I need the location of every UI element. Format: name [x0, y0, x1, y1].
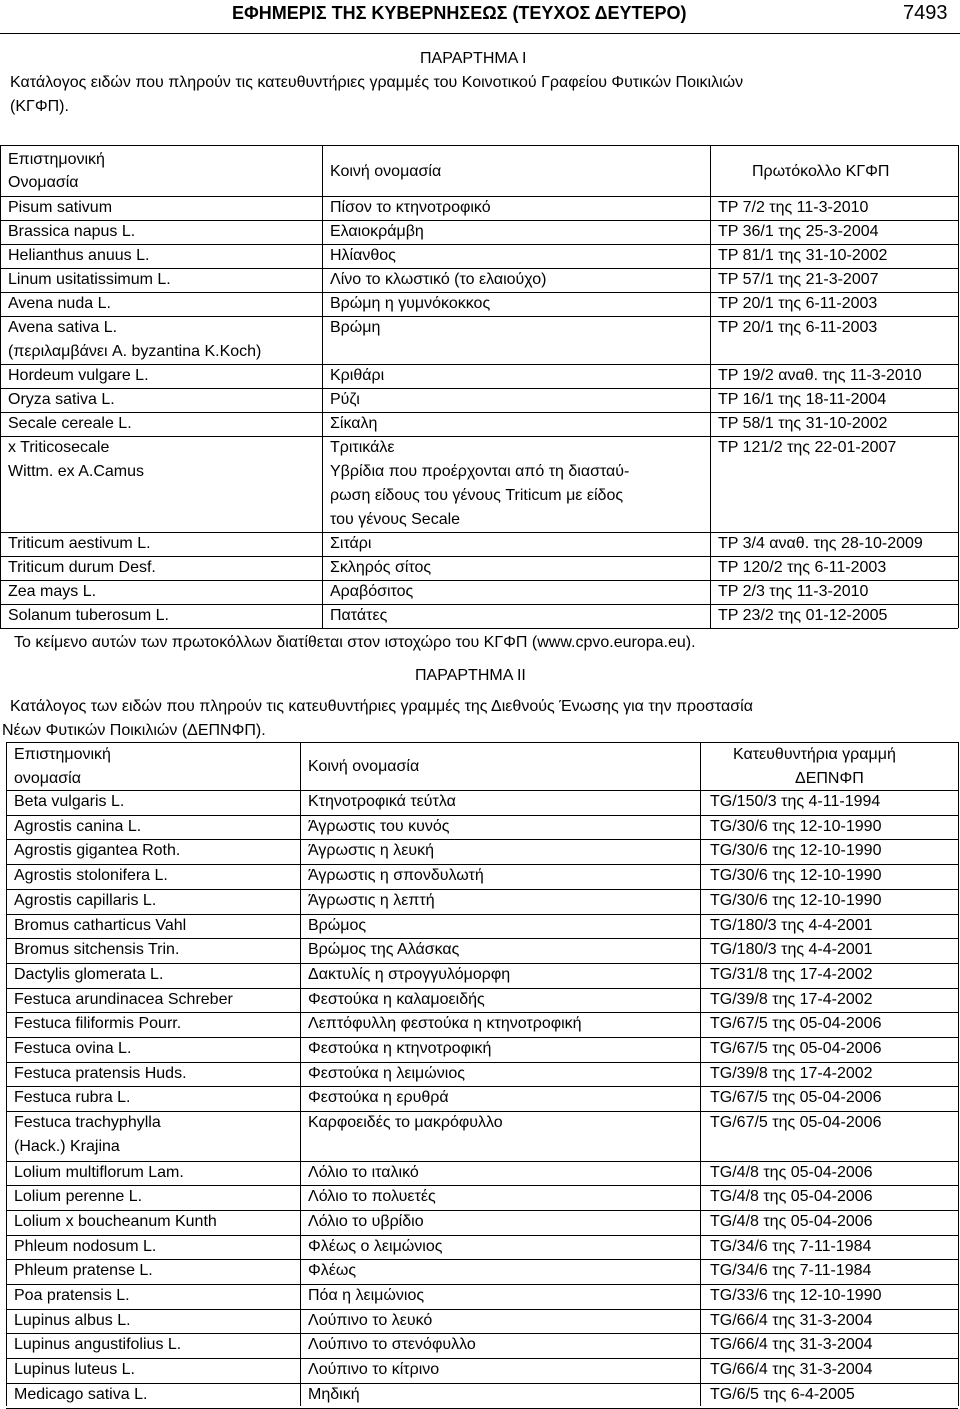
scientific-name-line: Solanum tuberosum L.	[8, 607, 169, 624]
scientific-name-line: Medicago sativa L.	[14, 1385, 148, 1403]
scientific-name-cell	[8, 292, 111, 316]
common-name-line: ρωση είδους του γένους Triticum με είδος	[330, 487, 624, 504]
scientific-name-cell	[14, 1235, 156, 1259]
annex1-header-protocol: Πρωτόκολλο ΚΓΦΠ	[752, 163, 890, 180]
scientific-name-cell	[8, 316, 261, 364]
common-name-line: Φεστούκα η καλαμοειδής	[308, 990, 485, 1008]
common-name-cell	[308, 1235, 442, 1259]
scientific-name-cell	[14, 1383, 147, 1407]
common-name-cell	[330, 556, 431, 580]
protocol-cell	[710, 914, 873, 938]
scientific-name-cell	[8, 436, 144, 484]
annex1-header-scientific-l1: Επιστημονική	[8, 151, 105, 168]
scientific-name-line: Agrostis stolonifera L.	[14, 867, 168, 885]
scientific-name-line: Bromus catharticus Vahl	[14, 916, 187, 934]
annex1-title: ΠΑΡΑΡΤΗΜΑ I	[420, 50, 527, 67]
table-rule	[6, 1408, 958, 1409]
protocol-cell	[710, 1284, 881, 1308]
scientific-name-line: Dactylis glomerata L.	[14, 965, 164, 983]
common-name-cell	[330, 196, 491, 220]
scientific-name-line: (Hack.) Krajina	[14, 1138, 120, 1156]
common-name-line: Λόλιο το πολυετές	[308, 1188, 436, 1206]
common-name-cell	[308, 1333, 476, 1357]
protocol-cell	[718, 364, 922, 388]
scientific-name-cell	[14, 864, 168, 888]
scientific-name-cell	[8, 196, 112, 220]
common-name-cell	[330, 268, 546, 292]
protocol-line: TG/66/4 της 31-3-2004	[710, 1361, 873, 1379]
common-name-cell	[308, 1111, 503, 1135]
protocol-cell	[710, 988, 873, 1012]
common-name-cell	[308, 1284, 424, 1308]
scientific-name-cell	[14, 815, 141, 839]
protocol-cell	[710, 1086, 881, 1110]
scientific-name-cell	[14, 1333, 181, 1357]
scientific-name-cell	[14, 1259, 153, 1283]
protocol-line: TG/30/6 της 12-10-1990	[710, 891, 882, 909]
common-name-line: Λούπινο το κίτρινο	[308, 1361, 440, 1379]
common-name-cell	[330, 436, 629, 532]
common-name-line: Λούπινο το στενόφυλλο	[308, 1336, 476, 1354]
common-name-cell	[308, 1037, 491, 1061]
common-name-cell	[308, 1062, 465, 1086]
scientific-name-cell	[14, 1210, 217, 1234]
protocol-cell	[718, 244, 887, 268]
common-name-cell	[308, 839, 434, 863]
protocol-line: TG/34/6 της 7-11-1984	[710, 1262, 872, 1280]
common-name-line: Αραβόσιτος	[330, 583, 414, 600]
protocol-line: TG/34/6 της 7-11-1984	[710, 1237, 872, 1255]
protocol-cell	[718, 220, 879, 244]
table-column-rule	[958, 742, 959, 1406]
scientific-name-cell	[8, 556, 156, 580]
protocol-line: TG/180/3 της 4-4-2001	[710, 916, 873, 934]
protocol-line: TG/67/5 της 05-04-2006	[710, 1015, 882, 1033]
common-name-cell	[308, 1309, 432, 1333]
protocol-cell	[710, 839, 881, 863]
scientific-name-cell	[14, 914, 186, 938]
common-name-cell	[330, 412, 377, 436]
protocol-cell	[710, 1309, 873, 1333]
scientific-name-line: Brassica napus L.	[8, 223, 136, 240]
protocol-line: TG/31/8 της 17-4-2002	[710, 965, 873, 983]
common-name-line: Κτηνοτροφικά τεύτλα	[308, 793, 456, 810]
protocol-cell	[718, 436, 896, 460]
annex1-header-scientific-l2: Ονομασία	[8, 174, 79, 191]
protocol-line: TG/39/8 της 17-4-2002	[710, 990, 873, 1008]
common-name-cell	[330, 532, 371, 556]
common-name-cell	[308, 988, 485, 1012]
annex2-intro-line2: Νέων Φυτικών Ποικιλιών (ΔΕΠΝΦΠ).	[2, 722, 266, 739]
scientific-name-line: Helianthus anuus L.	[8, 247, 150, 264]
common-name-line: Πόα η λειμώνιος	[308, 1287, 425, 1304]
protocol-cell	[718, 532, 923, 556]
protocol-line: TP 19/2 αναθ. της 11-3-2010	[718, 367, 922, 384]
protocol-cell	[710, 938, 873, 962]
protocol-line: TG/39/8 της 17-4-2002	[710, 1064, 873, 1082]
scientific-name-line: Festuca trachyphylla	[14, 1114, 161, 1132]
scientific-name-cell	[14, 938, 179, 962]
common-name-line: Λόλιο το ιταλικό	[308, 1163, 419, 1181]
protocol-cell	[710, 1383, 855, 1407]
scientific-name-line: Lupinus angustifolius L.	[14, 1336, 182, 1354]
annex2-header-guideline-l1: Κατευθυντήρια γραμμή	[733, 746, 896, 763]
protocol-cell	[718, 604, 887, 628]
annex1-footnote: Το κείμενο αυτών των πρωτοκόλλων διατίθεται στον ιστοχώρο του ΚΓΦΠ (www.cpvo.europa.eu).	[14, 634, 696, 651]
protocol-cell	[718, 556, 886, 580]
protocol-line: TP 57/1 της 21-3-2007	[718, 271, 879, 288]
scientific-name-cell	[14, 1284, 130, 1308]
protocol-cell	[710, 790, 880, 814]
common-name-cell	[308, 914, 366, 938]
scientific-name-line: Avena sativa L.	[8, 319, 118, 336]
scientific-name-line: Bromus sitchensis Trin.	[14, 941, 180, 959]
protocol-line: TP 58/1 της 31-10-2002	[718, 415, 888, 432]
protocol-line: TG/30/6 της 12-10-1990	[710, 842, 882, 860]
common-name-cell	[330, 580, 413, 604]
protocol-line: TG/4/8 της 05-04-2006	[710, 1212, 873, 1230]
common-name-line: Άγρωστις του κυνός	[308, 817, 450, 835]
protocol-line: TG/180/3 της 4-4-2001	[710, 941, 873, 959]
protocol-cell	[710, 1161, 873, 1185]
common-name-line: Βρώμη η γυμνόκοκκος	[330, 295, 491, 312]
scientific-name-cell	[8, 220, 135, 244]
scientific-name-cell	[14, 963, 163, 987]
table-column-rule	[6, 742, 7, 1406]
protocol-cell	[718, 292, 877, 316]
protocol-cell	[710, 815, 881, 839]
protocol-line: TP 16/1 της 18-11-2004	[718, 391, 887, 408]
scientific-name-cell	[8, 580, 96, 604]
common-name-cell	[308, 790, 456, 814]
annex2-title: ΠΑΡΑΡΤΗΜΑ II	[415, 667, 526, 684]
protocol-cell	[718, 412, 887, 436]
protocol-cell	[718, 196, 868, 220]
scientific-name-line: Festuca ovina L.	[14, 1040, 132, 1057]
scientific-name-line: Festuca arundinacea Schreber	[14, 990, 233, 1008]
common-name-cell	[308, 864, 484, 888]
scientific-name-cell	[14, 1111, 161, 1159]
common-name-line: Καρφοειδές το μακρόφυλλο	[308, 1114, 503, 1132]
protocol-cell	[710, 864, 881, 888]
common-name-line: Βρώμος	[308, 916, 367, 934]
protocol-cell	[710, 1358, 873, 1382]
common-name-line: Ρύζι	[330, 391, 360, 408]
common-name-cell	[308, 1012, 582, 1036]
protocol-line: TP 36/1 της 25-3-2004	[718, 223, 879, 240]
protocol-cell	[710, 1012, 881, 1036]
scientific-name-line: Lolium multiflorum Lam.	[14, 1163, 184, 1181]
scientific-name-cell	[14, 1086, 131, 1110]
common-name-cell	[308, 1259, 356, 1283]
scientific-name-line: Agrostis canina L.	[14, 817, 142, 835]
scientific-name-cell	[8, 532, 151, 556]
common-name-line: Βρώμος της Αλάσκας	[308, 941, 460, 959]
table-column-rule	[958, 145, 959, 628]
protocol-cell	[710, 1185, 873, 1209]
common-name-line: Λούπινο το λευκό	[308, 1311, 433, 1329]
scientific-name-cell	[14, 1358, 135, 1382]
scientific-name-line: Wittm. ex A.Camus	[8, 463, 145, 480]
common-name-line: Κριθάρι	[330, 367, 385, 384]
common-name-cell	[330, 292, 490, 316]
common-name-line: Δακτυλίς η στρογγυλόμορφη	[308, 965, 511, 983]
common-name-cell	[330, 220, 424, 244]
common-name-line: Λόλιο το υβρίδιο	[308, 1212, 424, 1230]
protocol-line: TP 20/1 της 6-11-2003	[718, 319, 878, 336]
protocol-cell	[710, 1111, 881, 1135]
common-name-cell	[308, 815, 449, 839]
scientific-name-line: Pisum sativum	[8, 199, 113, 216]
protocol-line: TP 2/3 της 11-3-2010	[718, 583, 869, 600]
protocol-cell	[710, 1259, 871, 1283]
scientific-name-cell	[8, 388, 115, 412]
scientific-name-cell	[14, 790, 124, 814]
protocol-line: TG/66/4 της 31-3-2004	[710, 1311, 873, 1329]
scientific-name-line: Agrostis gigantea Roth.	[14, 842, 181, 860]
common-name-line: Άγρωστις η λεπτή	[308, 891, 435, 909]
common-name-line: Άγρωστις η λευκή	[308, 842, 435, 860]
scientific-name-cell	[8, 604, 169, 628]
annex2-intro-line1: Κατάλογος των ειδών που πληρούν τις κατευθυντήριες γραμμές της Διεθνούς Ένωσης για την προστασία	[10, 698, 753, 715]
common-name-line: Λίνο το κλωστικό (το ελαιούχο)	[330, 271, 547, 288]
common-name-line: Μηδική	[308, 1385, 360, 1403]
scientific-name-line: Lupinus luteus L.	[14, 1361, 135, 1379]
common-name-cell	[308, 1185, 436, 1209]
protocol-line: TG/6/5 της 6-4-2005	[710, 1385, 855, 1403]
common-name-line: Φλέως ο λειμώνιος	[308, 1237, 443, 1255]
common-name-line: Λεπτόφυλλη φεστούκα η κτηνοτροφική	[308, 1015, 582, 1033]
common-name-line: Φεστούκα η λειμώνιος	[308, 1064, 465, 1082]
common-name-cell	[308, 1383, 360, 1407]
scientific-name-cell	[14, 1185, 142, 1209]
scientific-name-cell	[14, 1309, 131, 1333]
protocol-cell	[718, 580, 868, 604]
table-rule	[0, 145, 958, 146]
scientific-name-line: Phleum nodosum L.	[14, 1237, 157, 1255]
common-name-line: Άγρωστις η σπονδυλωτή	[308, 867, 484, 885]
common-name-line: Φεστούκα η ερυθρά	[308, 1089, 449, 1107]
annex2-header-scientific-l1: Επιστημονική	[14, 746, 111, 763]
scientific-name-line: Festuca filiformis Pourr.	[14, 1015, 182, 1033]
protocol-cell	[710, 1037, 881, 1061]
scientific-name-line: Hordeum vulgare L.	[8, 367, 149, 384]
protocol-line: TG/66/4 της 31-3-2004	[710, 1336, 873, 1354]
scientific-name-line: Triticum durum Desf.	[8, 559, 156, 576]
scientific-name-line: x Triticosecale	[8, 439, 110, 456]
common-name-line: Πίσον το κτηνοτροφικό	[330, 199, 491, 216]
common-name-cell	[308, 1161, 419, 1185]
protocol-line: TP 81/1 της 31-10-2002	[718, 247, 888, 264]
protocol-line: TP 121/2 της 22-01-2007	[718, 439, 897, 456]
header-divider	[0, 33, 960, 34]
page-number: 7493	[903, 2, 948, 24]
protocol-cell	[710, 963, 873, 987]
scientific-name-cell	[8, 412, 132, 436]
scientific-name-line: Avena nuda L.	[8, 295, 111, 312]
common-name-line: του γένους Secale	[330, 511, 461, 528]
protocol-line: TP 120/2 της 6-11-2003	[718, 559, 887, 576]
protocol-line: TG/4/8 της 05-04-2006	[710, 1188, 873, 1206]
common-name-line: Φλέως	[308, 1262, 357, 1280]
protocol-line: TG/67/5 της 05-04-2006	[710, 1040, 882, 1057]
annex1-header-common: Κοινή ονομασία	[330, 163, 442, 180]
scientific-name-cell	[8, 364, 149, 388]
common-name-line: Φεστούκα η κτηνοτροφική	[308, 1040, 492, 1057]
protocol-line: TP 20/1 της 6-11-2003	[718, 295, 878, 312]
protocol-line: TP 23/2 της 01-12-2005	[718, 607, 888, 624]
annex1-intro-line1: Κατάλογος ειδών που πληρούν τις κατευθυντήριες γραμμές του Κοινοτικού Γραφείου Φυτικών Ποικιλιών	[10, 74, 744, 91]
protocol-cell	[710, 1210, 873, 1234]
annex2-header-common: Κοινή ονομασία	[308, 758, 420, 775]
common-name-line: Σιτάρι	[330, 535, 372, 552]
scientific-name-line: Lolium perenne L.	[14, 1188, 143, 1206]
common-name-line: Σκληρός σίτος	[330, 559, 432, 576]
scientific-name-cell	[14, 1012, 181, 1036]
protocol-cell	[710, 1333, 873, 1357]
scientific-name-line: Poa pratensis L.	[14, 1287, 130, 1304]
common-name-line: Σίκαλη	[330, 415, 378, 432]
scientific-name-line: Secale cereale L.	[8, 415, 132, 432]
scientific-name-cell	[14, 889, 156, 913]
scientific-name-line: Lupinus albus L.	[14, 1311, 131, 1329]
protocol-line: TP 3/4 αναθ. της 28-10-2009	[718, 535, 923, 552]
protocol-cell	[718, 388, 886, 412]
common-name-line: Τριτικάλε	[330, 439, 395, 456]
common-name-cell	[308, 938, 459, 962]
scientific-name-cell	[14, 1062, 187, 1086]
scientific-name-line: Festuca rubra L.	[14, 1089, 131, 1107]
table-rule	[6, 742, 958, 743]
common-name-cell	[308, 963, 510, 987]
common-name-cell	[330, 388, 360, 412]
protocol-line: TG/67/5 της 05-04-2006	[710, 1089, 882, 1107]
protocol-line: TG/30/6 της 12-10-1990	[710, 867, 882, 885]
gazette-title: ΕΦΗΜΕΡΙΣ ΤΗΣ ΚΥΒΕΡΝΗΣΕΩΣ (ΤΕΥΧΟΣ ΔΕΥΤΕΡΟ)	[232, 3, 687, 23]
common-name-cell	[308, 1210, 424, 1234]
protocol-cell	[718, 316, 877, 340]
scientific-name-line: (περιλαμβάνει A. byzantina K.Koch)	[8, 343, 262, 360]
common-name-cell	[330, 244, 396, 268]
table-rule	[0, 628, 958, 629]
common-name-cell	[330, 316, 380, 340]
table-column-rule	[300, 742, 301, 1406]
common-name-line: Ηλίανθος	[330, 247, 396, 264]
scientific-name-line: Triticum aestivum L.	[8, 535, 151, 552]
common-name-line: Υβρίδια που προέρχονται από τη διασταύ-	[330, 463, 630, 480]
protocol-line: TG/30/6 της 12-10-1990	[710, 817, 882, 835]
protocol-line: TG/33/6 της 12-10-1990	[710, 1287, 882, 1304]
scientific-name-line: Festuca pratensis Huds.	[14, 1064, 187, 1082]
annex1-intro-line2: (ΚΓΦΠ).	[10, 98, 69, 115]
scientific-name-cell	[14, 1037, 131, 1061]
scientific-name-line: Beta vulgaris L.	[14, 793, 125, 810]
protocol-line: TG/150/3 της 4-11-1994	[710, 793, 881, 810]
scientific-name-line: Linum usitatissimum L.	[8, 271, 171, 288]
scientific-name-cell	[8, 244, 149, 268]
common-name-cell	[308, 1086, 449, 1110]
common-name-cell	[330, 364, 384, 388]
table-column-rule	[700, 742, 701, 1406]
protocol-cell	[710, 1235, 871, 1259]
scientific-name-line: Zea mays L.	[8, 583, 97, 600]
common-name-line: Πατάτες	[330, 607, 388, 624]
scientific-name-cell	[8, 268, 171, 292]
common-name-line: Βρώμη	[330, 319, 381, 336]
annex2-header-scientific-l2: ονομασία	[14, 770, 81, 787]
scientific-name-cell	[14, 839, 180, 863]
protocol-line: TG/4/8 της 05-04-2006	[710, 1163, 873, 1181]
protocol-line: TG/67/5 της 05-04-2006	[710, 1114, 882, 1132]
common-name-line: Ελαιοκράμβη	[330, 223, 424, 240]
common-name-cell	[308, 889, 435, 913]
scientific-name-line: Lolium x boucheanum Kunth	[14, 1212, 217, 1230]
protocol-cell	[718, 268, 879, 292]
scientific-name-cell	[14, 988, 233, 1012]
scientific-name-line: Agrostis capillaris L.	[14, 891, 157, 909]
annex2-header-guideline-l2: ΔΕΠΝΦΠ	[795, 770, 864, 787]
scientific-name-cell	[14, 1161, 184, 1185]
common-name-cell	[330, 604, 387, 628]
protocol-cell	[710, 889, 881, 913]
common-name-cell	[308, 1358, 439, 1382]
protocol-line: TP 7/2 της 11-3-2010	[718, 199, 869, 216]
protocol-cell	[710, 1062, 873, 1086]
scientific-name-line: Oryza sativa L.	[8, 391, 115, 408]
scientific-name-line: Phleum pratense L.	[14, 1262, 153, 1280]
